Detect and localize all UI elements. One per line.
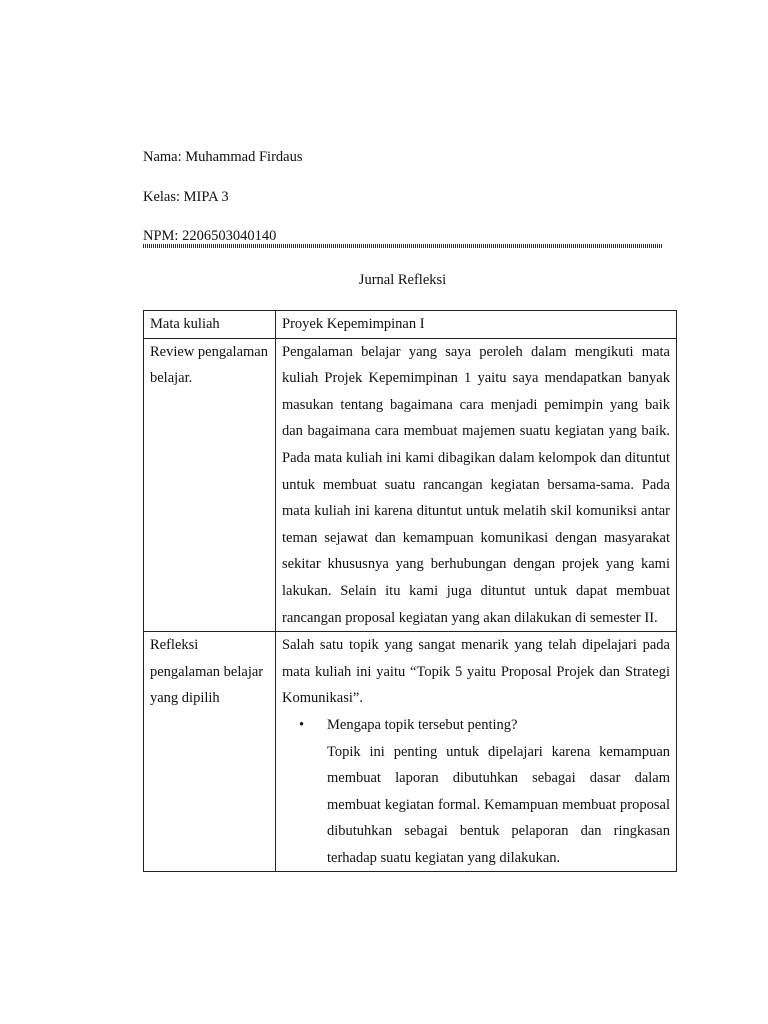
reflection-table xyxy=(143,310,677,872)
document-title: Jurnal Refleksi xyxy=(358,272,447,288)
table-row xyxy=(144,338,677,632)
bullet-question: Mengapa topik tersebut penting? xyxy=(327,716,518,733)
row-value-course: Proyek Kepemimpinan I xyxy=(276,311,677,339)
row-label-reflection: Refleksi pengalaman belajar yang dipilih xyxy=(144,632,276,872)
row-label-review: Review pengalaman belajar. xyxy=(144,338,276,632)
table-row xyxy=(144,632,677,872)
table-row xyxy=(144,311,677,339)
student-npm: NPM: 2206503040140 xyxy=(143,228,277,244)
student-class: Kelas: MIPA 3 xyxy=(143,189,229,205)
row-value-review: Pengalaman belajar yang saya peroleh dalam mengikuti mata kuliah Projek Kepemimpinan 1 yaitu saya mendapatkan banyak masukan tentang bagaimana cara menjadi pemimpin yang baik dan bagaimana cara membuat majemen suatu kegiatan yang baik. Pada mata kuliah ini kami dibagikan dalam kelompok dan dituntut untuk membuat suatu rancangan kegiatan bersama-sama. Pada mata kuliah ini karena dituntut untuk melatih skil komuniksi antar teman sejawat dan kemampuan komunikasi dengan masyarakat sekitar khususnya yang berhubungan dengan projek yang kami lakukan. Selain itu kami juga dituntut untuk dapat membuat rancangan proposal kegiatan yang akan dilakukan di semester II. xyxy=(276,338,677,632)
header-divider xyxy=(143,244,662,248)
reflection-intro: Salah satu topik yang sangat menarik yang telah dipelajari pada mata kuliah ini yaitu “Topik 5 yaitu Proposal Projek dan Strategi Komunikasi”. xyxy=(282,637,670,707)
student-name: Nama: Muhammad Firdaus xyxy=(143,149,303,165)
row-label-course: Mata kuliah xyxy=(144,311,276,339)
bullet-answer: Topik ini penting untuk dipelajari karena kemampuan membuat laporan dibutuhkan sebagai dasar dalam membuat kegiatan formal. Kemampuan membuat proposal dibutuhkan sebagai bentuk pelaporan dan ringkasan terhadap suatu kegiatan yang dilakukan. xyxy=(327,743,670,866)
bullet-dot-icon: • xyxy=(299,716,305,733)
row-value-reflection xyxy=(276,632,677,872)
bullet-item xyxy=(282,712,670,739)
